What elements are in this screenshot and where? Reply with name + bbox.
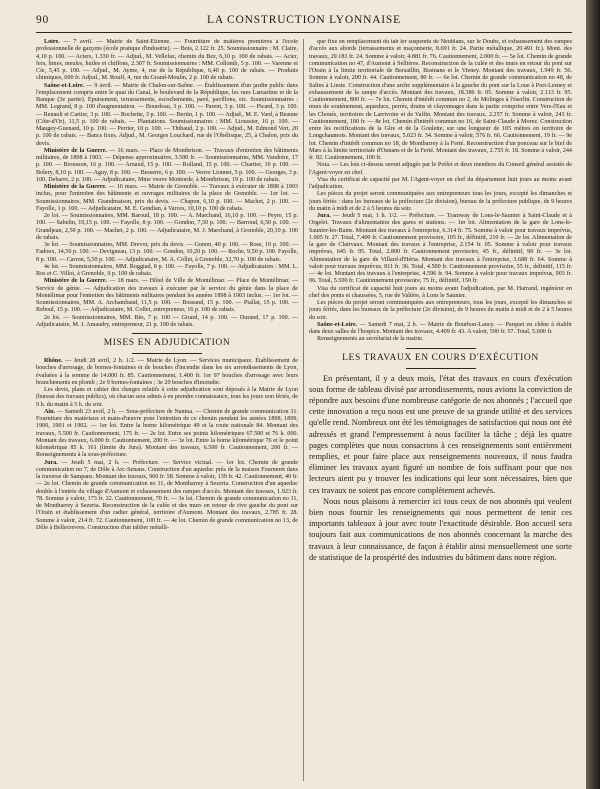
paragraph — [36, 242, 298, 264]
article-paragraph: Nous nous plaisons à remercier ici tous ceux de nos abonnés qui veulent bien nous fournir les renseignements qui nous permettent de tenir ces importants tableaux à jour avec toute l'exactitude désirable. Bon accueil sera toujours fait aux communications de nos abonnés concernant la marche des travaux à leur connaissance, de façon à établir ainsi mensuellement une sorte de statistique de la prospérité des industries du bâtiment dans notre région. — [309, 496, 572, 562]
section-title-mises-en-adjudication: MISES EN ADJUDICATION — [103, 338, 231, 348]
page-header — [36, 14, 572, 30]
paragraph-lead: Ain. — [44, 408, 56, 415]
paragraph — [309, 322, 572, 337]
paragraph — [309, 39, 572, 162]
paragraph-lead: Loire. — [44, 39, 60, 45]
publication-title: LA CONSTRUCTION LYONNAISE — [207, 14, 401, 26]
section-rule — [406, 368, 476, 369]
left-column — [36, 39, 298, 781]
paragraph-text: Nota. — Les lots ci-dessus seront adjugés par le Préfet et deux membres du Conseil général assistés de l'Agent-voyer en chef. — [309, 162, 572, 176]
paragraph-lead: Jura. — [317, 213, 331, 219]
paragraph-lead: Ministère de la Guerre. — [44, 184, 107, 190]
paragraph-text: — Samedi 7 mai, 2 h. — Mairie de Bourbon-Lancy. — Parquet en chêne à établir dans deux salles de l'hospice. Montant des travaux, 4.409 fr. 43. A valoir, 590 fr. 57. Total, 5.000 fr. — [309, 321, 572, 335]
section-title-travaux-en-cours: LES TRAVAUX EN COURS D'EXÉCUTION — [342, 352, 539, 363]
paragraph — [309, 336, 572, 343]
paragraph-text: — Samedi 23 avril, 2 h. — Sous-préfecture de Nantua. — Chemin de grande communication 31. Fourniture des matériaux et main-d'œuvre pour l'entretien de ce chemin pendant les années 1898, 1899, 1900, 1901 et 1902. — 1er lot. Entre la borne kilométrique 49 et la route nationale 84. Montant des travaux, 5.500 fr. Cautionnement, 175 fr. — 2e lot. Entre ses points kilométriques 67.500 et 76 k. 000. Montant des travaux, 6.000 fr. Cautionnement, 200 fr. — 3e lot. Entre la borne kilométrique 76 et le point kilométrique 85 k. 161 (limite du Jura). Montant des travaux, 6.500 fr. Cautionnement, 200 fr. — Renseignements à la sous-préfecture. — [36, 408, 298, 459]
paragraph-text: — 7 avril. — Mairie de Saint-Étienne. — Fourniture de matières premières à l'école professionnelle de garçons (école pratique d'industrie). — Bois, 2.122 fr. 25. Soumissionnaire : M. Claire, 4,10 p. 100. — Aciers, 1.330 fr. — Adjud., M. Vellefaz, chemin du Bez, 6,10 p. 100 de rabais. — Acier, fers, limes, meules, huiles et chiffons, 2.307 fr. Soumissionnaires : MM. Collomb, 5 p. 100. — Varenne et Cie, 5,45 p. 100. — Adjud., M. Ayme, 4, rue de la République, 6,40 p. 100 de rabais. — Produits chimiques, 600 fr. Adjud., M. Rouff, 4, rue du Grand-Moulin, 2 p. 100 de rabais. — [36, 39, 298, 82]
paragraph-text: 3e lot. — Soumissionnaires, MM. Drevot, prix du devis. — Gonon, 40 p. 100. — Rose, 10 p. 100. — Fadoux, 14,50 p. 100. — Devigneau, 13 p. 100. — Gondon, 10,20 p. 100. — Roche, 9,50 p. 100. Fayolle, 8 p. 100. — Carron, 5,50 p. 100. — Adjudicataire, M. A. Collet, à Grenoble, 32,70 p. 100 de rabais. — [36, 242, 298, 263]
paragraph — [309, 191, 572, 213]
paragraph — [36, 83, 298, 148]
paragraph-text: Renseignements au secrétariat de la mairie. — [317, 336, 424, 343]
paragraph-lead: Saône-et-Loire. — [317, 321, 358, 328]
paragraph-text: — 18 mars. — Hôtel de Ville de Montélimar. — Place de Montélimar. — Service de génie. — Adjudication des travaux à exécuter par le service du génie dans la place de Montélimar pour l'entretien des bâtiments militaires pendant les années 1898 à 1903 inclus. — 1er lot. — Soumissionnaires, MM. A. Archambaud, 11,5 p. 100. — Bossand, 15 p. 100. — Piallat, 15 p. 100. — Reboul, 15 p. 100. — Adjudicataire, M. Collet, entrepreneur, 16 p. 100 de rabais. — [36, 278, 298, 314]
adjudications-list — [36, 358, 298, 532]
paragraph — [309, 286, 572, 301]
header-rule — [36, 32, 572, 33]
article-paragraph: En présentant, il y a deux mois, l'état des travaux en cours d'exécution sous forme de tableau divisé par arrondissements, nous avions la conviction de répondre aux besoins d'une nombreuse catégorie de nos abonnés ; l'accueil que cette innovation a reçu nous est une preuve de sa grande utilité et des services qu'elle rend. Nombreux ont été les témoignages de satisfaction qui nous ont été adressés et grand l'empressement à nous faciliter la tâche ; déjà les quatre pages complètes que nous consacrons à ces renseignements sont entièrement remplies, et pour faire place aux renseignements nouveaux, il nous faudra éliminer les travaux ayant figuré un nombre de fois suffisant pour que nos lecteurs aient pu y trouver les indications qui leur sont nécessaires, bien que ces travaux ne soient pas encore complètement achevés. — [309, 373, 572, 495]
paragraph — [36, 148, 298, 184]
paragraph-text: que fixe en remplacement du tab ier suspendu de Neublans, sur le Doubs, et exhaussement des rampes d'accès aux abords (terrassements et maçonnerie, 8.691 fr. 24. Partie métallique, 20.491 fr.). Mont. des travaux, 29.183 fr. 24. Somme à valoir, 4.881 fr. 76. Cautionnement, 2.000 fr. — 5e lot. Chemin de grande communication no 47, d'Aumont à Sellières. Reconstruction de la culée et des murs en retour du pont sur l'Orain à la limite territoriale de Bersaillin, Brainans et le Vieney. Montant des travaux, 1.949 fr. 56. Somme à valoir, 200 fr. 44. Cautionnement, 80 fr. — 6e lot. Chemin de grande communication no 48, de Salins à Lieste. Construction d'une arche supplémentaire à la gauche du pont sur la Loue à Port-Lesney et exhaussement de la rampe d'accès. Montant des travaux, 18.386 fr. 05. Somme à valoir, 2.113 fr. 95. Cautionnement, 800 fr. — 7e lot. Chemin d'intérêt commun no 2, de Molinges à l'éserlin. Construction de murs de soutènement, aqueducs, perrés, drains et clayonnages dans la partie comprise entre Vers-l'Eau et les Choués, territoires de Larrivoire et de Valfin. Montant des travaux, 2.257 fr. Somme à valoir, 243 fr. Cautionnement, 100 fr. — 8e lot. Chemin d'intérêt commun no 16, de Saint-Claude à Morez. Construction entre les rectifications de la Gîre et de la Goulette, sur une longueur de 105 mètres en territoire de Longchaumois. Montant des travaux, 5.023 fr. 34. Somme à valoir, 576 fr. 66. Cautionnement, 19 fr. — 9e lot. Chemin d'intérêt commun no 18, de Montbarrey à la Ferté. Reconstruction d'un ponceau sur le bief de Mars à la limite territoriale d'Ounans et de la Ferté. Montant des travaux, 2.755 fr. 18. Somme à valoir, 244 fr. 82. Cautionnement, 100 fr. — [309, 39, 572, 161]
adjudications-continued — [309, 39, 572, 344]
column-divider — [303, 39, 304, 781]
paragraph-text: Visa du certificat de capacité huit jours au moins avant l'adjudication, par M. Harrand, ingénieur en chef des ponts et chaussées, 5, rue de Valière, à Lons le Saunier. — [309, 285, 572, 299]
paragraph-text: — 16 mars. — Mairie de Grenoble. — Travaux à exécuter de 1898 à 1903 inclus, pour l'entretien des bâtiments et ouvrages militaires de la place de Grenoble. — 1er lot. — Soumissionnaires, MM. Grandmaison, prix du devis. — Chapon, 6,10 p. 100. — Machet, 2 p. 100. — Fayolle, 1 p. 100. — Adjudicataire, M. E. Gondian, à Varces, 10,10 p. 100 de rabais. — [36, 184, 298, 212]
paragraph — [36, 460, 298, 533]
paragraph-lead: Ministère de la Guerre. — [44, 147, 108, 154]
paragraph-lead: Ministère de la Guerre. — [44, 278, 108, 285]
section-rule — [132, 333, 202, 334]
paragraph — [309, 177, 572, 192]
paragraph — [36, 184, 298, 213]
results-list — [36, 39, 298, 329]
paragraph-text: 2e lot. — Soumissionnaires, MM. Bès, 7 p. 100 — Girard, 14 p. 100. — Durand, 17 p. 100. — Adjudicataire, M. J. Amaudry, entrepreneur, 21 p. 100 de rabais. — [36, 314, 298, 328]
paragraph — [36, 278, 298, 314]
right-column — [309, 39, 572, 781]
article-body — [309, 373, 572, 563]
paragraph — [36, 39, 298, 83]
paragraph-text: Les devis, plans et cahier des charges relatifs à cette adjudication sont déposés à la Mairie de Lyon (bureau des travaux publics), où chacun sera admis à en prendre connaissance, tous les jours non fériés, de 9 h. du matin à 5 h. du soir. — [36, 387, 298, 408]
paragraph-text: — Jeudi 5 mai, 1 h. 1/2. — Préfecture. — Tramway de Lons-le-Saunier à Saint-Claude et à Orgelet. Travaux d'alimentation des gares et stations. — 1er lot. Alimentation de la gare de Lons-le-Saunier-les-Bains. Montant des travaux à l'entreprise, 6.314 fr. 75. Somme à valoir pour travaux imprévus, 1.005 fr. 27. Total, 7.400 fr. Cautionnement provisoire, 105 fr., définitif, 210 fr. — 2e lot. Alimentation de la gare de Clairvaux. Montant des travaux à l'entreprise, 2.154 fr. 05. Somme à valoir pour travaux imprévus, 645 fr. 95. Total, 2.800 fr. Cautionnement provisoire, 45 fr., définitif, 90 fr. — 3e lot. Alimentation de la gare de Villard-d'Héria. Montant des travaux à l'entreprise, 3.688 fr. 64. Somme à valoir pour travaux imprévus, 811 fr. 36. Total, 4.500 fr. Cautionnement provisoire, 55 fr., définitif, 115 fr. — 4e lot. Montant des travaux à l'entreprise, 4.596 fr. 94. Somme à valoir pour travaux imprévus, 903 fr. 06. Total, 5.500 fr. Cautionnement provisoire, 75 fr., définitif, 150 fr. — [309, 213, 572, 285]
book-gutter — [586, 0, 600, 789]
paragraph — [36, 387, 298, 409]
paragraph-text: Les pièces du projet seront communiquées aux entrepreneurs tous les jours, excepté les dimanches et jours fériés : dans les bureaux de la préfecture (2e division), bureau de la préfecture publique, de 9 heures du matin à midi et de 2 à 5 heures du soir. — [309, 191, 572, 212]
paragraph — [309, 300, 572, 322]
paragraph-text: — 9 avril. — Mairie de Chalon-sur-Saône. — Établissement d'un jardin public dans l'emplacement compris entre le quai du Canal, le boulevard de la République, les rues Lamartine et de la Banque (3e partie). Épuisement, terrassements, escochements, pavé, pavillons, etc. Soumissionnaires : MM. Legrand, 8 p. 100 d'augmentation. — Bourdeau, 3 p. 100. — Parent, 3 p. 100. — Picard, 3 p. 100. — Renault et Cartier, 3 p. 100. — Rochette, 3 p. 100. — Bertin, 1 p. 100. — Adjud., M. E. Vard, à Beaune (Côte-d'Or), 11,5 p. 100 de rabais. — Plantations. Soumissionnaires : MM. Lioussier, 16 p. 100. — Maugey-Guenard, 10 p. 100. — Perrier, 10 p. 100. — Thibaud, 2 p. 100. — Adjud., M. Edmond Vert, 20 p. 100 de rabais. — Bancs fixes. Adjud., M. Georges Louchard, rue de l'Obélisque, 25, à Chalon, prix du devis. — [36, 82, 298, 147]
paragraph-text: 2e lot. — Soumissionnaires, MM. Baroud, 18 p. 100. — A. Marchand, 16,10 p. 100. — Peyre, 15 p. 100. — Sabelin, 10,15 p. 100. — Fayolle, 8 p. 100. — Gondon, 7,50 p. 100. — Barroud, 6,50 p. 100. — Grandjean, 2,50 p. 100. — Machet, 2 p. 100. — Adjudicataire, M. J. Marchand, à Grenoble, 20,10 p. 100 de rabais. — [36, 213, 298, 241]
section-rule — [406, 348, 476, 349]
paragraph-text: — 16 mars. — Place de Montbrison. — Travaux d'entretien des bâtiments militaires, de 1898 à 1903. — Dépense approximative, 3.500 fr. — Soumissionnaires, MM. Vandoire, 17 p. 100. — Brousson, 16 p. 100. — Arnaud, 15 p. 100. — Rolland, 15 p. 100. — Chartier, 10 p. 100. — Bolery, 8,10 p. 100. — Aguy, 8 p. 100. — Besserre, 6 p. 100. — Veuve Lionnet, 5 p. 100. — Georges, 3 p. 100. Debarre, 2 p. 100. — Adjudicataire, Mme veuve Montorde, à Montbrison, 19 p. 100 de rabais. — [36, 147, 298, 183]
paragraph — [36, 409, 298, 460]
paragraph-lead: Saône-et-Loire. — [44, 82, 85, 89]
paragraph-text: — Jeudi 28 avril, 2 h. 1/2. — Mairie de Lyon. — Services municipaux. Établissement de bouches d'arrosage, de bornes-fontaines et de bouches d'incendie dans les six arrondissements de Lyon, évaluées à la somme de 14.000 fr. 85. Cautionnement, 1.400 fr. 1er 97 bouches d'arrosage avec leurs branchements en plomb ; 2e 9 bornes-fontaines ; 3e 20 bouches d'incendie. — [36, 358, 298, 386]
paragraph-text: Visa du certificat de capacité par M. l'Agent-voyer en chef du département huit jours au moins avant l'adjudication. — [309, 176, 572, 190]
paragraph — [36, 358, 298, 387]
paragraph-text: — Jeudi 5 mai, 2 h. — Préfecture. — Service vicinal. — 1er lot. Chemin de grande communication no 7, de Dôle à Arc-Senans. Construction d'un aqueduc près de la maison Fourneret dans la traverse de Sampans. Montant des travaux, 960 fr. 58. Somme à valoir, 139 fr. 42. Cautionnement, 40 fr. — 2e lot. Chemin de grande communication no 11, de Montbarrey à Sezeria. Construction d'un aqueduc double à l'entrée du village d'Aumont et exhaussement des rampes d'accès. Montant des travaux, 1.923 fr. 78. Somme à valoir, 173 fr. 22. Cautionnement, 70 fr. — 3e lot. Chemin de grande communication no 11, de Montbarrey à Sezeria. Reconstruction de la culée et des murs en retour de rive gauche du pont sur l'Orain et établissement d'un radier général, territoire d'Aumont. Montant des travaux, 2.785 fr. 28. Somme à valoir, 214 fr. 72. Cautionnement, 100 fr. — 4e lot. Chemin de grande communication no 13, de Dôle à Bellecrevres. Construction d'un tablier métalli- — [36, 459, 298, 531]
paragraph-text: Les pièces du projet seront communiquées aux entrepreneurs, tous les jours, excepté les dimanches et jours fériés, dans les bureaux de la préfecture (2e division), de 9 heures du matin à midi et de 2 à 5 heures du soir. — [309, 300, 572, 321]
paragraph-lead: Rhône. — [44, 358, 63, 364]
paragraph-text: 4e lot. — Soumissionnaires, MM. Roggiad, 8 p. 100. — Fayolle, 7 p. 100. — Adjudicataires : MM. L. Ros et C. Villot, à Grenoble, 9 p. 100 de rabais. — [36, 263, 298, 277]
paragraph — [36, 264, 298, 279]
page-number: 90 — [36, 14, 50, 26]
paragraph — [36, 213, 298, 242]
paragraph — [309, 213, 572, 286]
paragraph — [309, 162, 572, 177]
section-rule — [132, 353, 202, 354]
paragraph — [36, 315, 298, 330]
paragraph-lead: Jura. — [44, 459, 58, 466]
